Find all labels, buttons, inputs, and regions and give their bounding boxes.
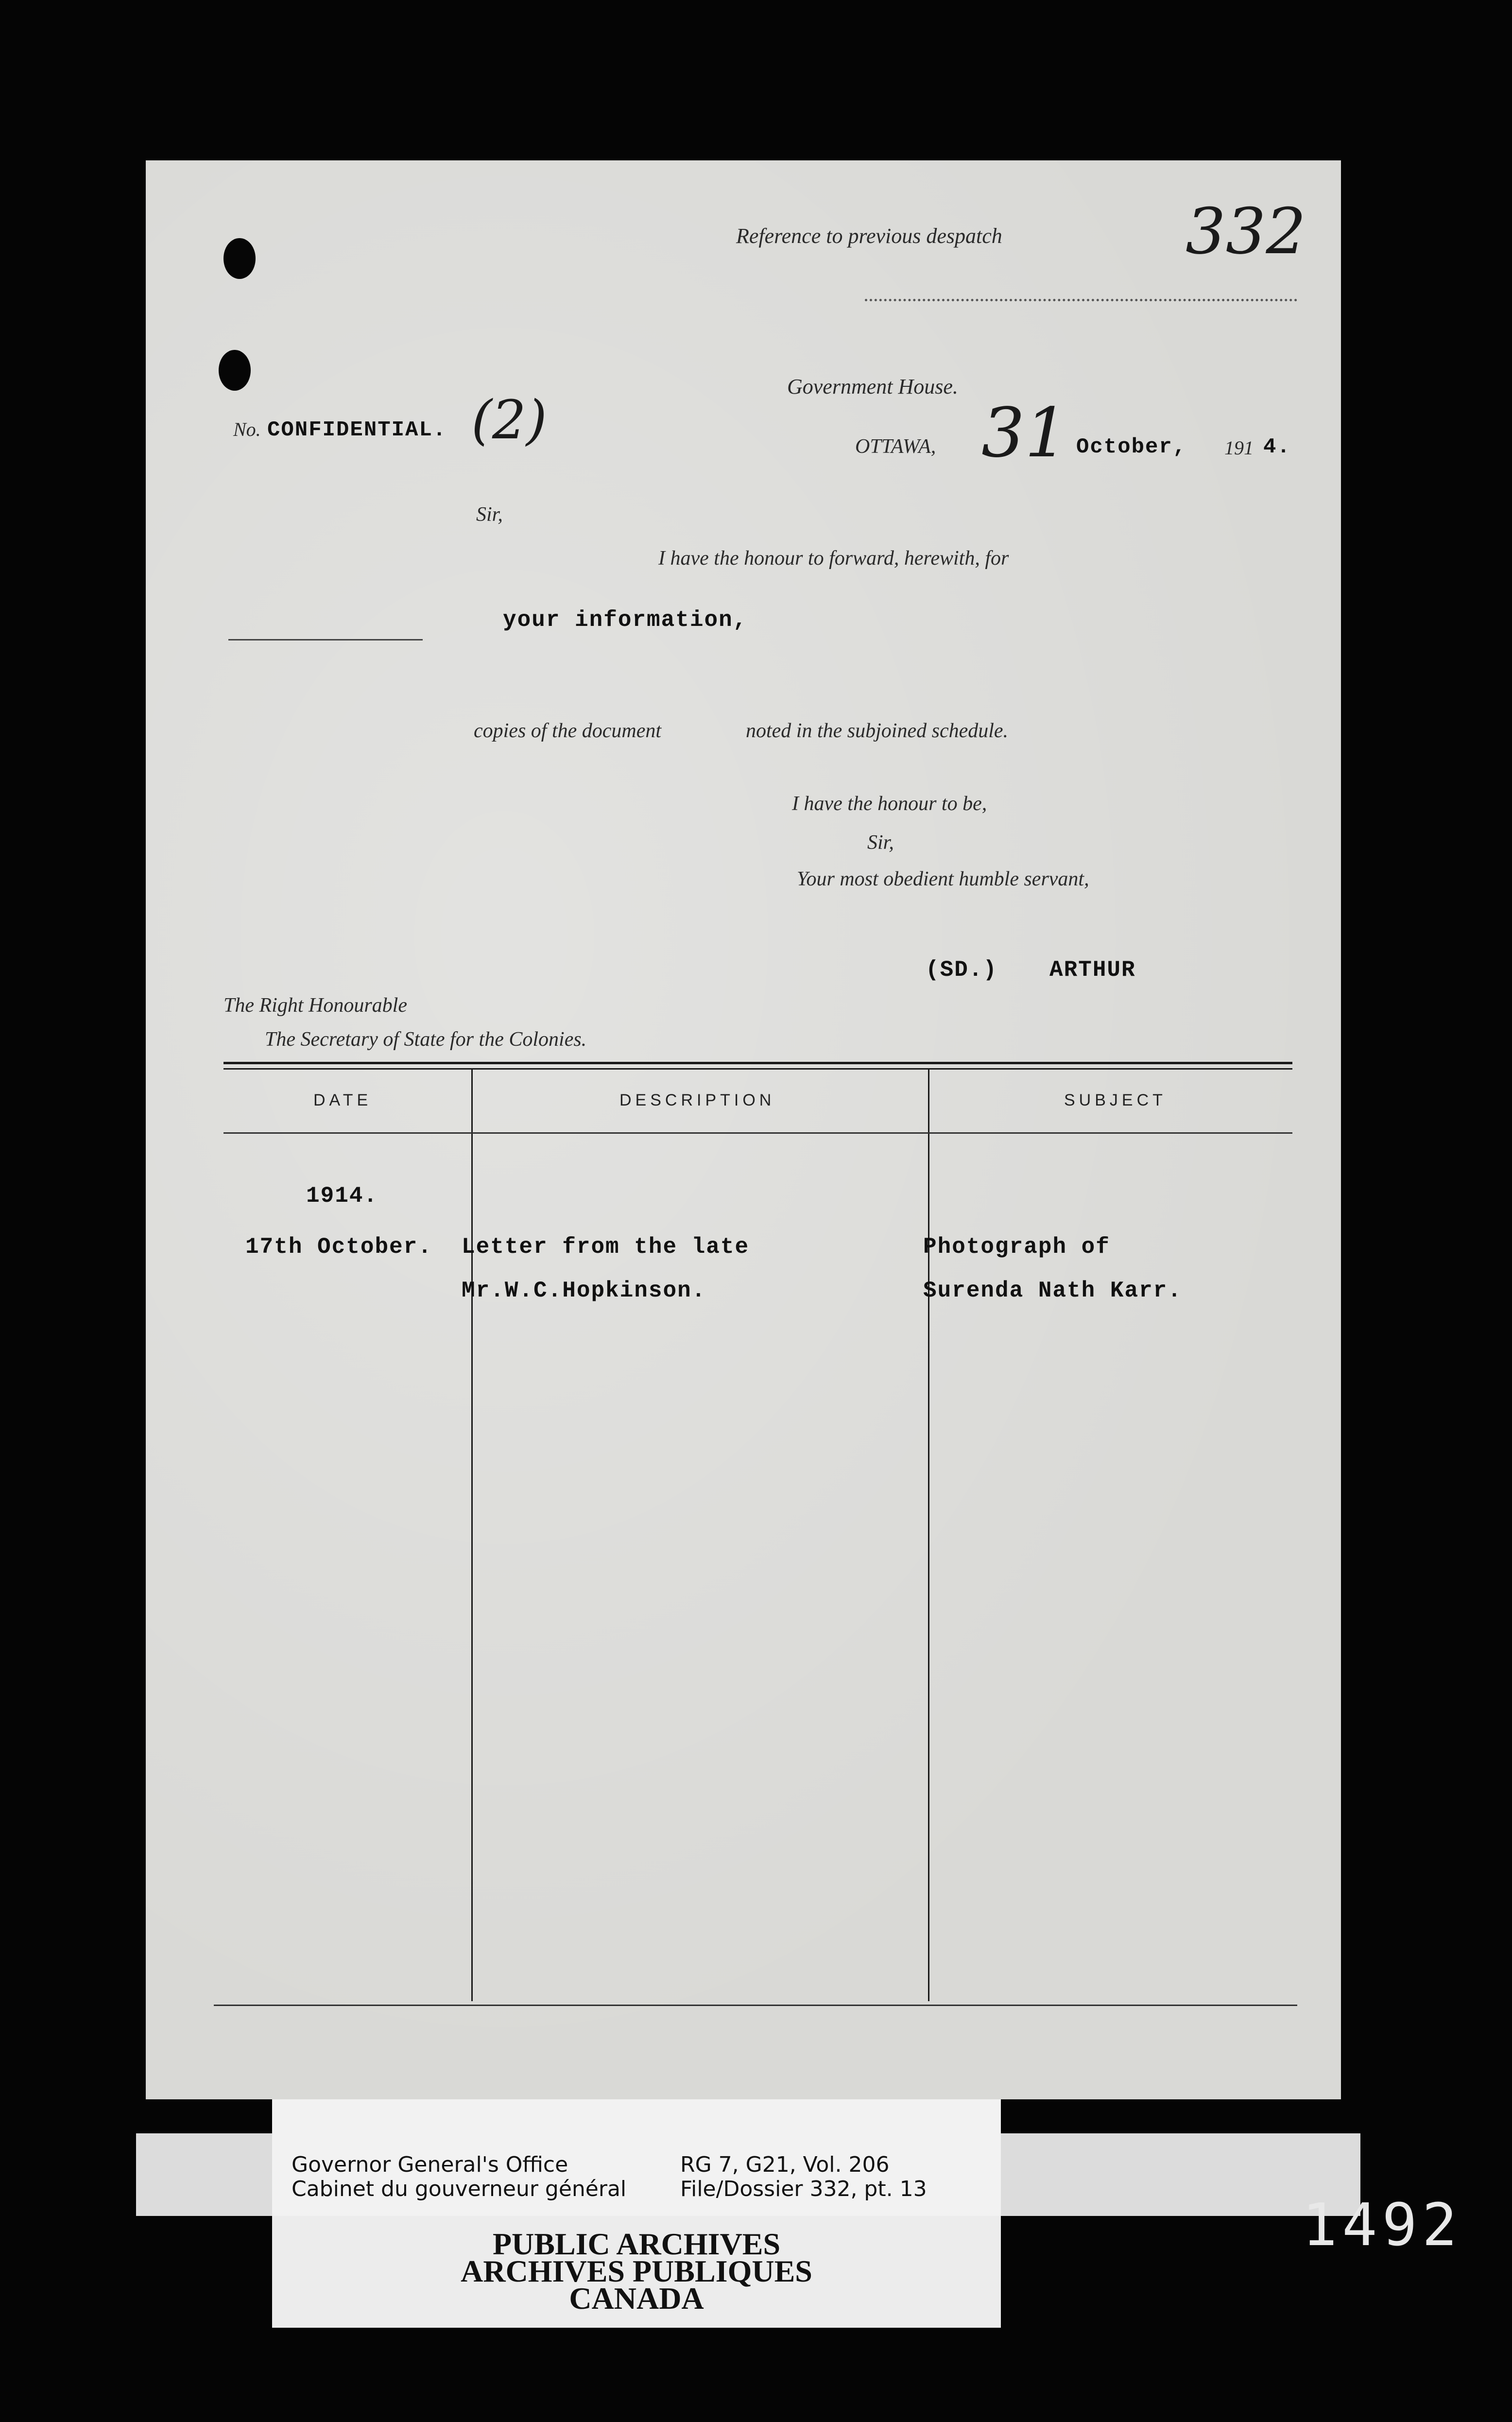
date-year-prefix: 191 <box>1224 437 1254 459</box>
punch-hole-top <box>223 238 256 279</box>
closing-line-3: Your most obedient humble servant, <box>797 868 1089 890</box>
city: OTTAWA, <box>855 435 936 458</box>
stamp-line-2: ARCHIVES PUBLIQUES <box>461 2254 812 2288</box>
government-house: Government House. <box>787 375 958 398</box>
file-reference: File/Dossier 332, pt. 13 <box>680 2177 927 2201</box>
date-month: October, <box>1076 435 1187 459</box>
addressee-line-1: The Right Honourable <box>223 994 407 1017</box>
column-header-subject: SUBJECT <box>1064 1091 1167 1109</box>
office-english: Governor General's Office <box>292 2152 568 2177</box>
table-header-rule <box>223 1132 1292 1134</box>
table-divider-2 <box>928 1068 929 2001</box>
table-bottom-rule <box>214 2005 1297 2006</box>
handwritten-day: 31 <box>981 394 1068 473</box>
blank-rule <box>228 639 423 640</box>
office-french: Cabinet du gouverneur général <box>292 2177 627 2201</box>
row-subject-line-1: Photograph of <box>923 1234 1110 1260</box>
letter-line-2b: noted in the subjoined schedule. <box>746 720 1009 742</box>
record-group: RG 7, G21, Vol. 206 <box>680 2152 890 2177</box>
addressee-line-2: The Secretary of State for the Colonies. <box>265 1028 587 1051</box>
signature-name: ARTHUR <box>1049 957 1136 983</box>
column-header-date: DATE <box>313 1091 372 1109</box>
row-description-line-1: Letter from the late <box>462 1234 750 1260</box>
handwritten-file-number: 332 <box>1186 194 1306 268</box>
row-subject-line-2: Surenda Nath Karr. <box>923 1278 1182 1303</box>
archive-card <box>272 2099 1001 2226</box>
archive-stamp <box>272 2216 1001 2328</box>
stamp-line-3: CANADA <box>569 2281 704 2316</box>
reference-dotted-line <box>865 299 1297 301</box>
signature-prefix: (SD.) <box>926 957 998 983</box>
closing-line-1: I have the honour to be, <box>792 793 987 815</box>
row-date: 17th October. <box>245 1234 432 1260</box>
document-page <box>146 160 1341 2099</box>
row-description-line-2: Mr.W.C.Hopkinson. <box>462 1278 706 1303</box>
date-year-suffix: 4. <box>1263 435 1291 459</box>
purpose-text: your information, <box>503 607 748 633</box>
table-top-rule-2 <box>223 1068 1292 1070</box>
table-top-rule <box>223 1062 1292 1064</box>
number-label: No. <box>233 418 261 440</box>
letter-line-1: I have the honour to forward, herewith, for <box>658 547 1009 570</box>
stamp-line-1: PUBLIC ARCHIVES <box>492 2227 781 2261</box>
handwritten-number: (2) <box>471 389 547 451</box>
frame-number: 1492 <box>1302 2192 1462 2259</box>
confidential-number: CONFIDENTIAL. <box>267 418 447 442</box>
reference-label: Reference to previous despatch <box>736 224 1002 248</box>
letter-line-2a: copies of the document <box>474 720 662 742</box>
salutation: Sir, <box>476 503 503 526</box>
column-header-description: DESCRIPTION <box>619 1091 775 1109</box>
schedule-year: 1914. <box>306 1183 378 1209</box>
closing-line-2: Sir, <box>867 831 894 854</box>
punch-hole-bottom <box>219 350 251 391</box>
table-divider-1 <box>471 1068 473 2001</box>
